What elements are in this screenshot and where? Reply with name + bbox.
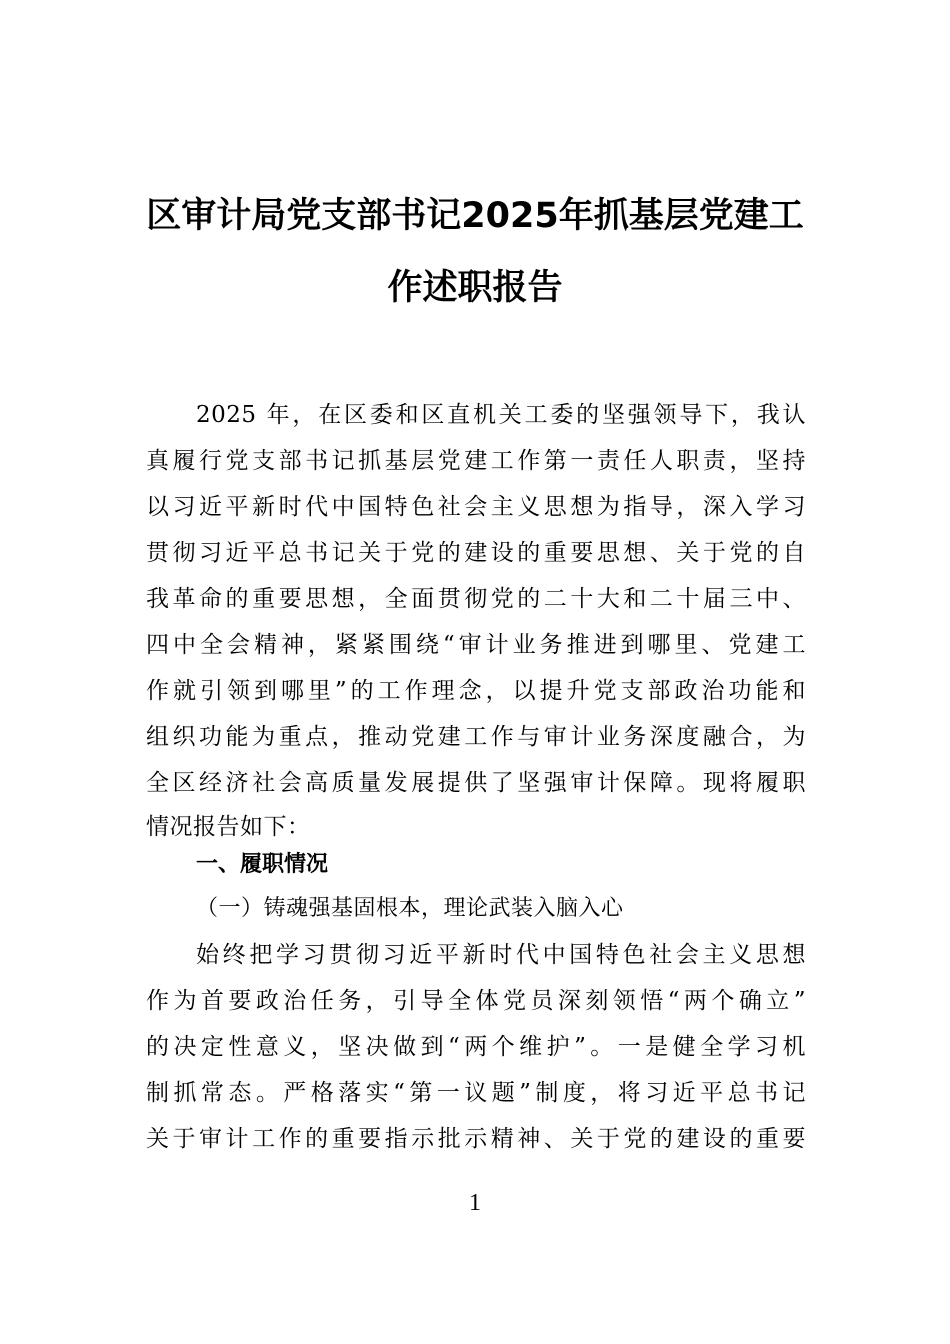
paragraph-1-line: 真履行党支部书记抓基层党建工作第一责任人职责，坚持 <box>146 448 806 474</box>
document-title-line-2: 作述职报告 <box>387 268 563 308</box>
paragraph-2-line: 作为首要政治任务，引导全体党员深刻领悟“两个确立” <box>146 988 806 1014</box>
paragraph-1-line: 以习近平新时代中国特色社会主义思想为指导，深入学习 <box>146 494 806 520</box>
subsection-heading: （一）铸魂强基固根本，理论武装入脑入心 <box>196 896 624 921</box>
paragraph-1-line: 全区经济社会高质量发展提供了坚强审计保障。现将履职 <box>146 770 806 796</box>
paragraph-2-line: 始终把学习贯彻习近平新时代中国特色社会主义思想 <box>196 942 806 968</box>
paragraph-1-line: 我革命的重要思想，全面贯彻党的二十大和二十届三中、 <box>146 586 806 612</box>
paragraph-2-line: 制抓常态。严格落实“第一议题”制度，将习近平总书记 <box>146 1080 806 1106</box>
paragraph-1-line: 2025 年，在区委和区直机关工委的坚强领导下，我认 <box>196 402 806 428</box>
paragraph-1-line: 四中全会精神，紧紧围绕“审计业务推进到哪里、党建工 <box>146 632 806 658</box>
document-title-line-1: 区审计局党支部书记2025年抓基层党建工 <box>146 196 804 236</box>
paragraph-1-line: 贯彻习近平总书记关于党的建设的重要思想、关于党的自 <box>146 540 806 566</box>
paragraph-1-line: 情况报告如下： <box>146 814 311 840</box>
page-number: 1 <box>469 1190 481 1216</box>
paragraph-2-line: 的决定性意义，坚决做到“两个维护”。一是健全学习机 <box>146 1034 806 1060</box>
paragraph-2-line: 关于审计工作的重要指示批示精神、关于党的建设的重要 <box>146 1126 806 1152</box>
section-heading: 一、履职情况 <box>196 852 329 877</box>
paragraph-1-line: 组织功能为重点，推动党建工作与审计业务深度融合，为 <box>146 724 806 750</box>
paragraph-1-line: 作就引领到哪里”的工作理念，以提升党支部政治功能和 <box>146 678 806 704</box>
